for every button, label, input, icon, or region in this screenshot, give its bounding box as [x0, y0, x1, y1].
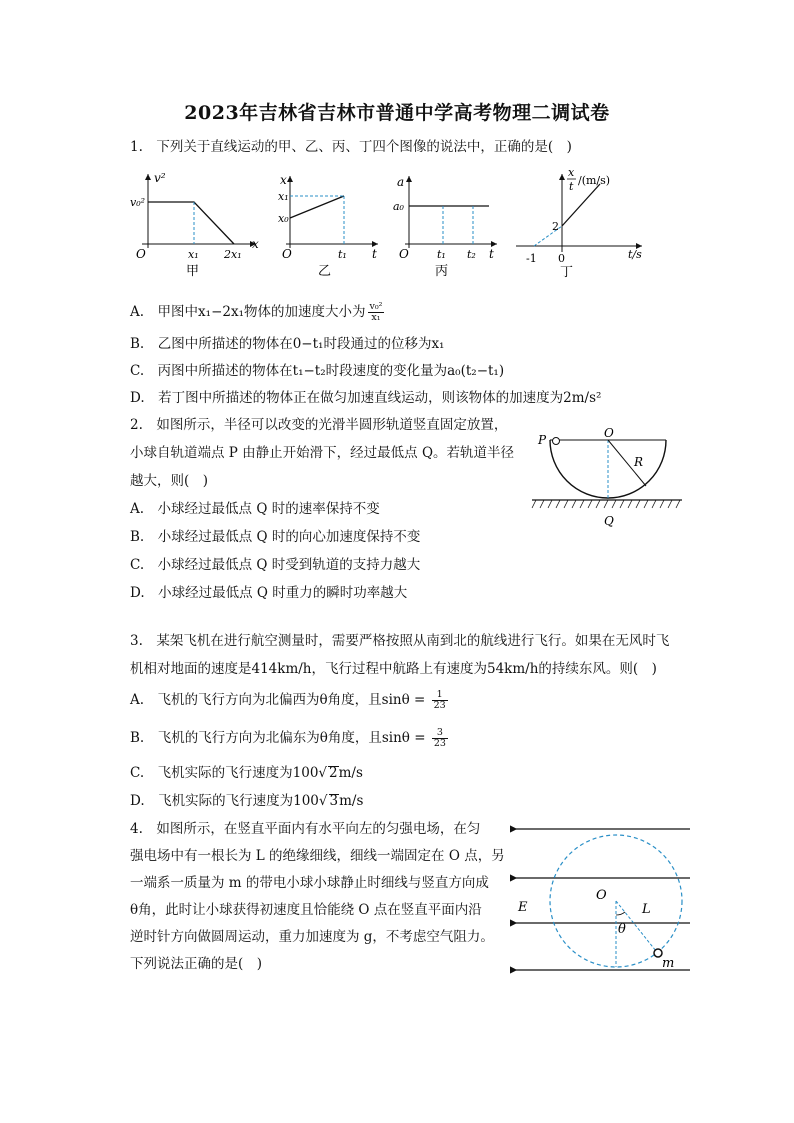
caption: 丙: [435, 264, 449, 279]
page-title: 2023年吉林省吉林市普通中学高考物理二调试卷: [184, 102, 610, 124]
sqrt-sign: √: [318, 793, 328, 809]
fraction-denominator: x₁: [371, 312, 381, 323]
y-tick-x0: x₀: [278, 212, 289, 225]
q4-line-6: 下列说法正确的是( ): [130, 956, 263, 972]
y-label-den: t: [569, 180, 574, 193]
graph-line: [148, 202, 234, 244]
ground-hatch: [532, 500, 680, 508]
q1-graph-yi: [278, 168, 388, 280]
q3-option-a-fraction: [432, 690, 448, 711]
y-tick-x1: x₁: [278, 190, 289, 203]
q3-option-a: [130, 690, 448, 711]
q2-line-1: 2. 如图所示，半径可以改变的光滑半圆形轨道竖直固定放置，: [130, 417, 508, 433]
tick-neg1: -1: [526, 252, 537, 265]
q1-graph-jia: [128, 168, 268, 280]
label-l: L: [642, 902, 651, 917]
q2-option-c: C. 小球经过最低点 Q 时受到轨道的支持力越大: [130, 557, 421, 573]
label-q: Q: [604, 514, 614, 528]
tick-2: 2: [552, 220, 559, 233]
tick-0: 0: [558, 252, 565, 265]
x-tick-2: t₂: [467, 248, 476, 261]
ball: [553, 438, 560, 445]
q3-line-2: 机相对地面的速度是414km/h，飞行过程中航路上有速度为54km/h的持续东风。则( ): [130, 661, 657, 677]
q1-option-a-text: A. 甲图中x₁−2x₁物体的加速度大小为: [130, 304, 366, 320]
q3-option-b-fraction: [432, 728, 448, 749]
y-tick: a₀: [393, 200, 404, 213]
fraction-denominator: 23: [433, 700, 446, 711]
q3-option-d-text: D. 飞机实际的飞行速度为100: [130, 793, 319, 809]
x-label: t: [372, 247, 377, 261]
q2-option-d: D. 小球经过最低点 Q 时重力的瞬时功率越大: [130, 585, 408, 601]
label-p: P: [538, 433, 547, 447]
label-e: E: [518, 900, 528, 915]
q1-option-d: D. 若丁图中所描述的物体正在做匀加速直线运动，则该物体的加速度为2m/s²: [130, 390, 602, 406]
y-label-num: x: [568, 166, 575, 179]
label-r: R: [634, 455, 644, 469]
q2-line-3: 越大，则( ): [130, 473, 209, 489]
y-label: x: [280, 173, 287, 187]
x-tick-2: 2x₁: [224, 248, 242, 261]
q4-line-4: θ角，此时让小球获得初速度且恰能绕 O 点在竖直平面内沿: [130, 902, 482, 918]
q4-figure-electric-field: [510, 815, 694, 983]
q2-line-2: 小球自轨道端点 P 由静止开始滑下，经过最低点 Q。若轨道半径: [130, 445, 515, 461]
caption: 乙: [318, 264, 332, 279]
q2-figure-semicircle-track: [530, 428, 690, 532]
q1-option-b: B. 乙图中所描述的物体在0−t₁时段通过的位移为x₁: [130, 336, 445, 352]
q3-option-a-text: A. 飞机的飞行方向为北偏西为θ角度，且sinθ =: [130, 692, 430, 708]
origin: O: [136, 247, 146, 261]
fraction-numerator: 3: [432, 728, 448, 739]
q3-option-d: [130, 792, 363, 810]
q3-option-c-unit: m/s: [338, 765, 363, 781]
sqrt-sign: √: [318, 765, 328, 781]
origin: O: [399, 247, 409, 261]
q4-line-2: 强电场中有一根长为 L 的绝缘细线，细线一端固定在 O 点，另: [130, 848, 505, 864]
label-m: m: [662, 956, 675, 971]
fraction-numerator: v₀²: [369, 301, 383, 312]
y-unit: /(m/s): [578, 174, 611, 187]
x-tick: t₁: [338, 248, 347, 261]
label-o: O: [604, 428, 614, 440]
origin: O: [282, 247, 292, 261]
y-label: v²: [154, 171, 166, 185]
x-tick-1: x₁: [188, 248, 199, 261]
caption: 甲: [186, 264, 200, 279]
q4-line-3: 一端系一质量为 m 的带电小球小球静止时细线与竖直方向成: [130, 875, 489, 891]
x-label: t: [489, 247, 494, 261]
label-theta: θ: [618, 922, 626, 937]
graph-line: [562, 184, 600, 226]
q3-option-b-text: B. 飞机的飞行方向为北偏东为θ角度，且sinθ =: [130, 730, 430, 746]
x-label: t/s: [628, 248, 642, 261]
q1-option-a-fraction: [368, 302, 385, 323]
sqrt-radicand: 3: [329, 793, 339, 809]
q1-option-c: C. 丙图中所描述的物体在t₁−t₂时段速度的变化量为a₀(t₂−t₁): [130, 363, 505, 379]
angle-arc: [616, 912, 625, 915]
q2-option-b: B. 小球经过最低点 Q 时的向心加速度保持不变: [130, 529, 421, 545]
q3-line-1: 3. 某架飞机在进行航空测量时，需要严格按照从南到北的航线进行飞行。如果在无风时飞: [130, 633, 670, 649]
q4-line-1: 4. 如图所示，在竖直平面内有水平向左的匀强电场，在匀: [130, 821, 481, 837]
q3-option-b: [130, 728, 448, 749]
q2-option-a: A. 小球经过最低点 Q 时的速率保持不变: [130, 501, 380, 517]
y-label: a: [397, 175, 405, 189]
q1-stem: 1. 下列关于直线运动的甲、乙、丙、丁四个图像的说法中，正确的是( ): [130, 139, 572, 155]
q3-option-c: [130, 764, 363, 782]
caption: 丁: [560, 265, 574, 280]
charged-ball: [654, 949, 662, 957]
q3-option-c-text: C. 飞机实际的飞行速度为100: [130, 765, 319, 781]
label-o: O: [596, 888, 607, 903]
q4-line-5: 逆时针方向做圆周运动，重力加速度为 g，不考虑空气阻力。: [130, 929, 494, 945]
q1-option-a: [130, 302, 384, 323]
x-tick-1: t₁: [437, 248, 446, 261]
fraction-numerator: 1: [432, 690, 448, 701]
fraction-denominator: 23: [433, 738, 446, 749]
x-label: x: [252, 237, 259, 251]
q1-graph-bing: [393, 168, 505, 280]
q3-option-d-unit: m/s: [339, 793, 364, 809]
q1-graph-ding: [512, 166, 662, 280]
semicircle-track: [550, 440, 666, 498]
graph-line: [290, 196, 344, 218]
y-tick: v₀²: [130, 196, 146, 209]
sqrt-radicand: 2: [329, 765, 338, 781]
